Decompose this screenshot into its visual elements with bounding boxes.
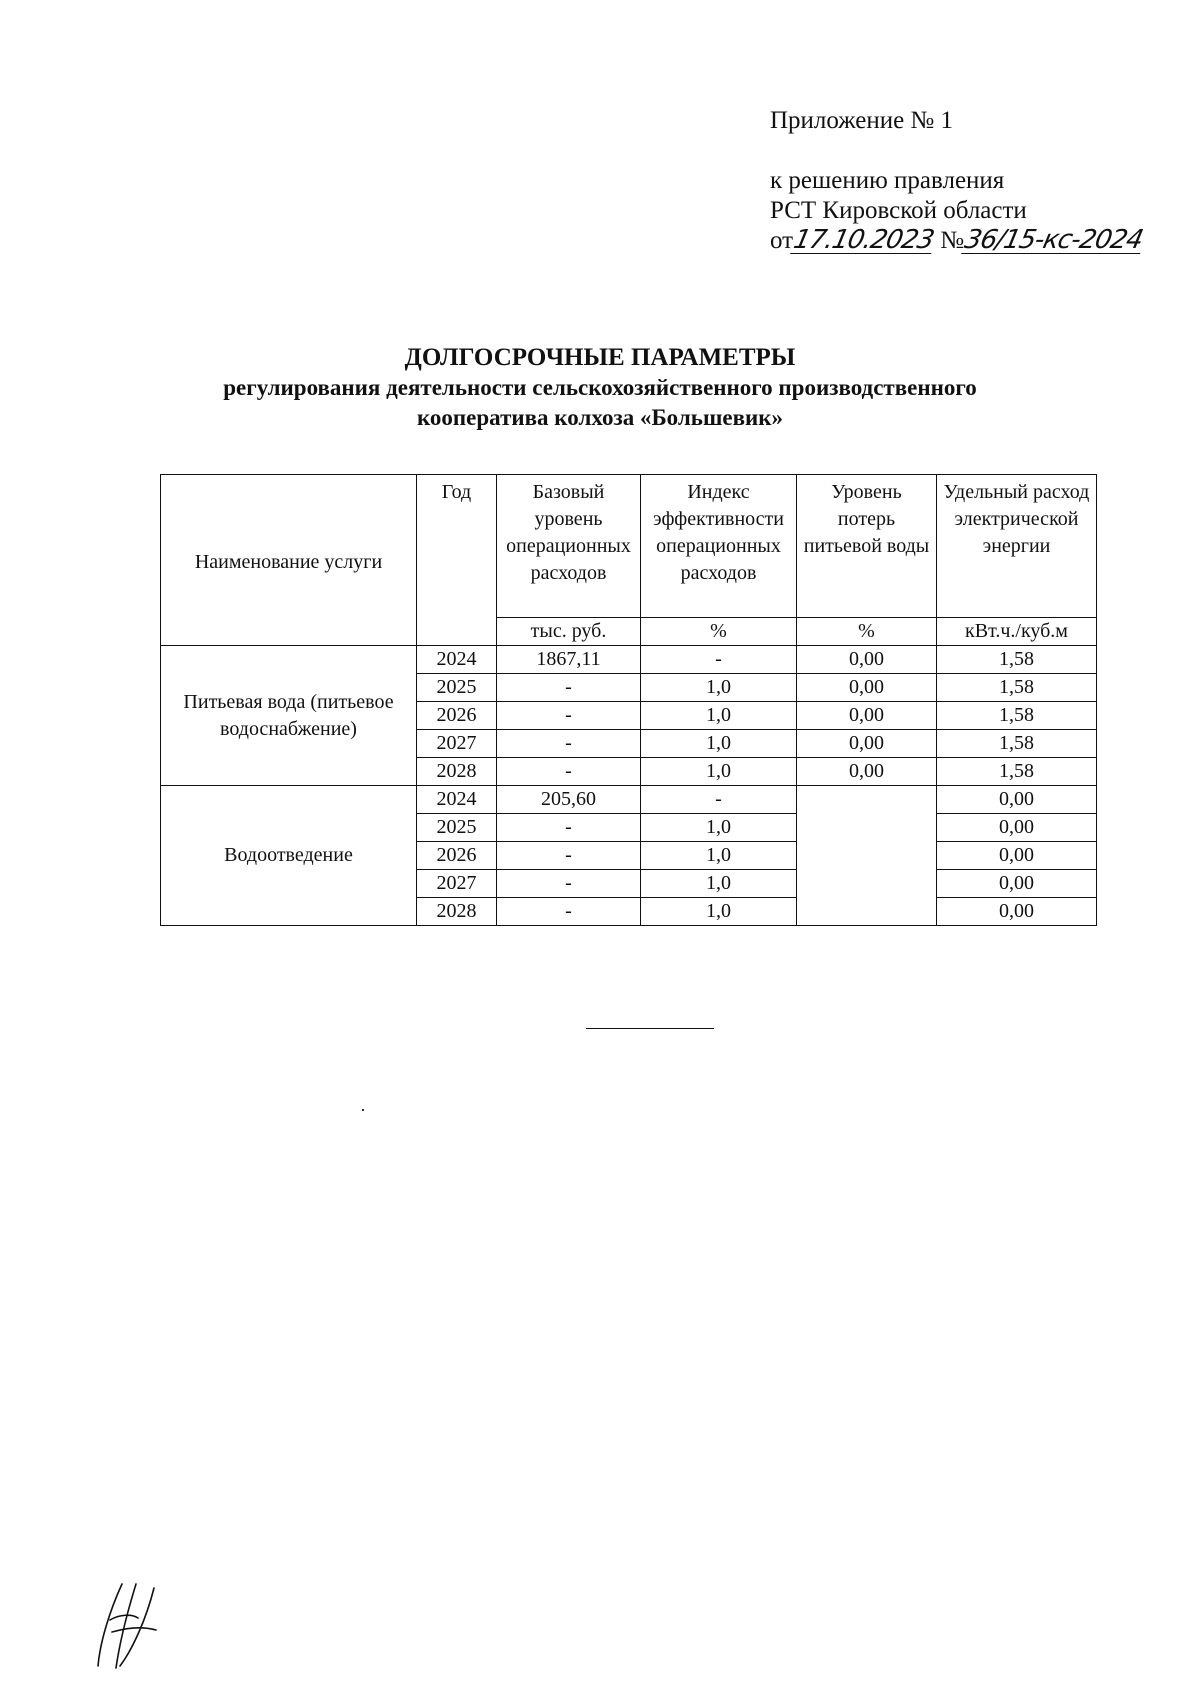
number-prefix: № [940,227,965,254]
cell-energy: 0,00 [937,814,1097,842]
cell-base: 1867,11 [497,646,641,674]
cell-index: - [641,786,797,814]
annex-decision-line: к решению правления [770,167,1005,194]
cell-year: 2027 [417,730,497,758]
cell-energy: 0,00 [937,870,1097,898]
cell-base: - [497,702,641,730]
title-line-2: регулирования деятельности сельскохозяйственного производственного [223,375,977,400]
parameters-table [160,474,1097,926]
cell-losses: 0,00 [797,646,937,674]
cell-base: - [497,674,641,702]
unit-water-losses: % [797,618,937,646]
table-row [161,786,1097,814]
table-row [161,646,1097,674]
cell-base: - [497,898,641,926]
cell-index: 1,0 [641,870,797,898]
annex-date-number-line [770,225,1146,256]
cell-base: - [497,870,641,898]
header-year: Год [417,475,497,646]
cell-losses: 0,00 [797,674,937,702]
cell-index: 1,0 [641,814,797,842]
cell-energy: 1,58 [937,758,1097,786]
unit-efficiency-index: % [641,618,797,646]
cell-base: - [497,730,641,758]
annex-gap [770,136,1143,166]
end-separator-line [586,1028,714,1029]
document-title [0,343,1200,433]
cell-losses: 0,00 [797,730,937,758]
cell-index: 1,0 [641,898,797,926]
cell-index: 1,0 [641,758,797,786]
annex-label: Приложение № 1 [770,107,954,134]
cell-base: 205,60 [497,786,641,814]
date-prefix: от [770,227,794,254]
cell-energy: 1,58 [937,646,1097,674]
cell-year: 2028 [417,758,497,786]
cell-losses: 0,00 [797,702,937,730]
cell-energy: 0,00 [937,842,1097,870]
cell-energy: 0,00 [937,786,1097,814]
cell-index: 1,0 [641,842,797,870]
cell-base: - [497,814,641,842]
header-base-costs: Базовый уровень операционных расходов [497,475,641,618]
cell-year: 2026 [417,842,497,870]
cell-losses: 0,00 [797,758,937,786]
title-heading: ДОЛГОСРОЧНЫЕ ПАРАМЕТРЫ [404,344,796,371]
header-efficiency-index: Индекс эффективности операционных расходов [641,475,797,618]
unit-base-costs: тыс. руб. [497,618,641,646]
handwritten-number: 36/15-кс-2024 [962,225,1146,255]
cell-losses-empty [797,786,937,926]
header-service: Наименование услуги [161,475,417,646]
header-water-losses: Уровень потерь питьевой воды [797,475,937,618]
table-body [161,646,1097,926]
cell-index: 1,0 [641,730,797,758]
annex-authority-line: РСТ Кировской области [770,197,1027,224]
service-wastewater: Водоотведение [161,786,417,926]
title-line-3: кооператива колхоза «Большевик» [416,405,783,430]
cell-base: - [497,758,641,786]
cell-energy: 0,00 [937,898,1097,926]
cell-year: 2028 [417,898,497,926]
header-energy-consumption: Удельный расход электрической энергии [937,475,1097,618]
cell-energy: 1,58 [937,674,1097,702]
cell-year: 2025 [417,814,497,842]
cell-index: 1,0 [641,702,797,730]
cell-year: 2025 [417,674,497,702]
annex-block [770,106,1146,256]
cell-year: 2027 [417,870,497,898]
cell-year: 2024 [417,786,497,814]
unit-energy: кВт.ч./куб.м [937,618,1097,646]
cell-index: 1,0 [641,674,797,702]
service-drinking-water: Питьевая вода (питьевое водоснабжение) [161,646,417,786]
cell-index: - [641,646,797,674]
handwritten-date: 17.10.2023 [791,225,937,255]
cell-year: 2024 [417,646,497,674]
cell-base: - [497,842,641,870]
cell-year: 2026 [417,702,497,730]
scan-speck [362,1109,364,1111]
cell-energy: 1,58 [937,730,1097,758]
table-header [161,475,1097,646]
signature-mark [92,1580,162,1672]
cell-energy: 1,58 [937,702,1097,730]
